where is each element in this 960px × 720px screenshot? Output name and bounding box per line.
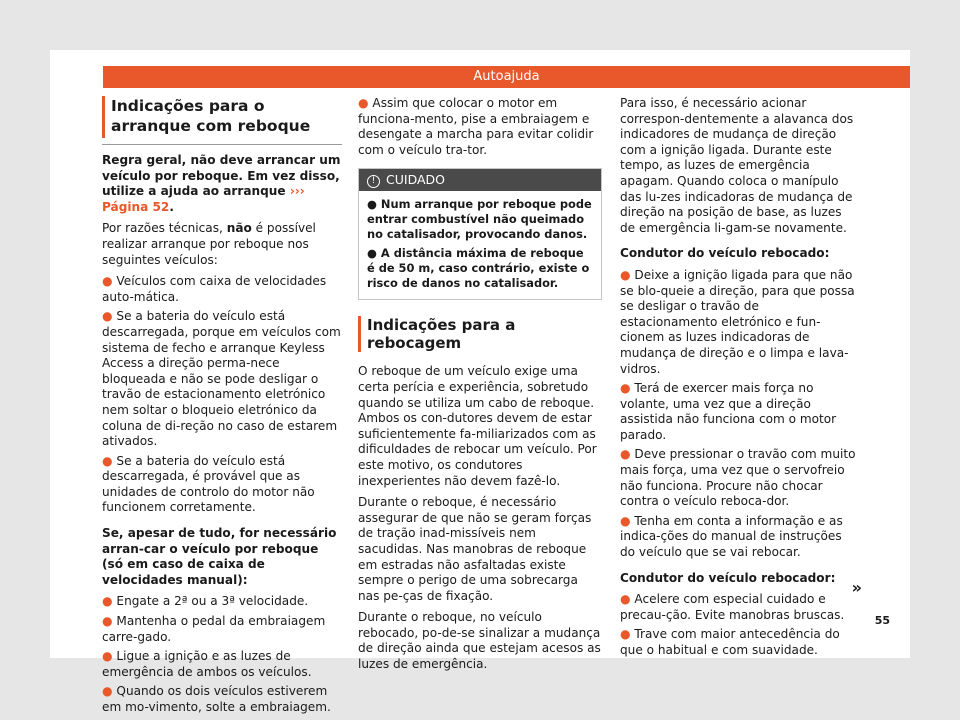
paragraph: Durante o reboque, é necessário assegurar de que não se geram forças de tração inad-missíveis nem sacudidas. Nas manobras de reboque em estradas não asfaltadas existe sempre o perigo de uma sobrecarga nas pe-ças de fixação. (358, 495, 592, 603)
warning-header: ! CUIDADO (359, 169, 601, 191)
column-2 (358, 96, 602, 679)
warning-item: ● Num arranque por reboque pode entrar combustível não queimado no catalisador, provocando danos. (367, 197, 592, 242)
continue-mark: » (851, 578, 862, 597)
list-item: ● Deve pressionar o travão com muito mais força, uma vez que o servofreio não funciona. Procure não chocar contra o veículo reboca-dor. (620, 447, 856, 509)
warning-item: ● A distância máxima de reboque é de 50 m, caso contrário, existe o risco de danos no catalisador. (367, 246, 590, 291)
list-item: ● Mantenha o pedal da embraiagem carre-gado. (102, 614, 326, 644)
lead-paragraph: Regra geral, não deve arrancar um veículo por reboque. Em vez disso, utilize a ajuda ao arranque ››› Página 52. (102, 153, 341, 214)
warning-box (358, 168, 602, 300)
paragraph: Para isso, é necessário acionar correspon-dentemente a alavanca dos indicadores de mudança de direção com a ignição ligada. Durante este tempo, as luzes de emergência apagam. Quando coloca o manípulo das lu-zes indicadoras de mudança de direção na posição de base, as luzes de emergência li-gam-se novamente. (620, 96, 854, 235)
list-item: ● Deixe a ignição ligada para que não se blo-queie a direção, para que possa se desligar o travão de estacionamento eletrónico e fun-cionem as luzes indicadoras de mudança de direção e o limpa e lava-vidros. (620, 267, 855, 376)
manual-page (50, 50, 910, 714)
section-title: Indicações para a rebocagem (358, 316, 602, 352)
list-item: ● Trave com maior antecedência do que o habitual e com suavidade. (620, 627, 840, 657)
chapter-header: Autoajuda (103, 66, 910, 88)
list-item: ● Assim que colocar o motor em funciona-mento, pise a embraiagem e desengate a marcha para evitar colidir com o veículo tra-tor. (358, 96, 594, 157)
column-3 (620, 96, 860, 663)
list-item: ● Engate a 2ª ou a 3ª velocidade. (102, 594, 309, 609)
exclamation-icon: ! (367, 175, 380, 188)
paragraph: O reboque de um veículo exige uma certa perícia e experiência, sobretudo quando se utiliza um cabo de reboque. Ambos os con-dutores devem de estar suficientemente fa-miliarizados com as dificuldades de rebocar um veículo. Por este motivo, os condutores inexperientes não devem fazê-lo. (358, 364, 597, 488)
page-link[interactable]: ››› Página 52 (102, 184, 305, 214)
list-item: ● Veículos com caixa de velocidades auto-mática. (102, 274, 327, 304)
list-item: ● Quando os dois veículos estiverem em mo-vimento, solte a embraiagem. (102, 684, 331, 714)
paragraph: Durante o reboque, no veículo rebocado, po-de-se sinalizar a mudança de direção ainda que estejam acesos as luzes de emergência. (358, 610, 601, 672)
list-item: ● Se a bateria do veículo está descarregada, é provável que as unidades de controlo do motor não funcionem corretamente. (102, 453, 315, 515)
list-item: ● Acelere com especial cuidado e precau-ção. Evite manobras bruscas. (620, 592, 845, 622)
list-item: ● Ligue a ignição e as luzes de emergência de ambos os veículos. (102, 649, 312, 679)
list-item: ● Se a bateria do veículo está descarregada, porque em veículos com sistema de fecho e arranque Keyless Access a direção perma-nece bloqueada e não se pode desligar o travão de estacionamento eletrónico nem soltar o bloqueio eletrónico da coluna de di-reção no caso de estarem ativados. (102, 309, 341, 449)
column-1 (102, 96, 342, 720)
page-number: 55 (874, 614, 890, 627)
subheading: Condutor do veículo rebocado: (620, 246, 830, 261)
subheading: Condutor do veículo rebocador: (620, 570, 836, 585)
section-title: Indicações para o arranque com reboque (102, 96, 342, 138)
warning-body (359, 191, 601, 299)
list-item: ● Tenha em conta a informação e as indica-ções do manual de instruções do veículo que se vai rebocar. (620, 513, 843, 560)
subheading: Se, apesar de tudo, for necessário arran-car o veículo por reboque (só em caso de caixa de velocidades manual): (102, 526, 337, 587)
divider (102, 144, 342, 145)
intro-paragraph: Por razões técnicas, não é possível realizar arranque por reboque nos seguintes veículos: (102, 221, 316, 267)
list-item: ● Terá de exercer mais força no volante, uma vez que a direção assistida não funciona com o motor parado. (620, 381, 837, 442)
